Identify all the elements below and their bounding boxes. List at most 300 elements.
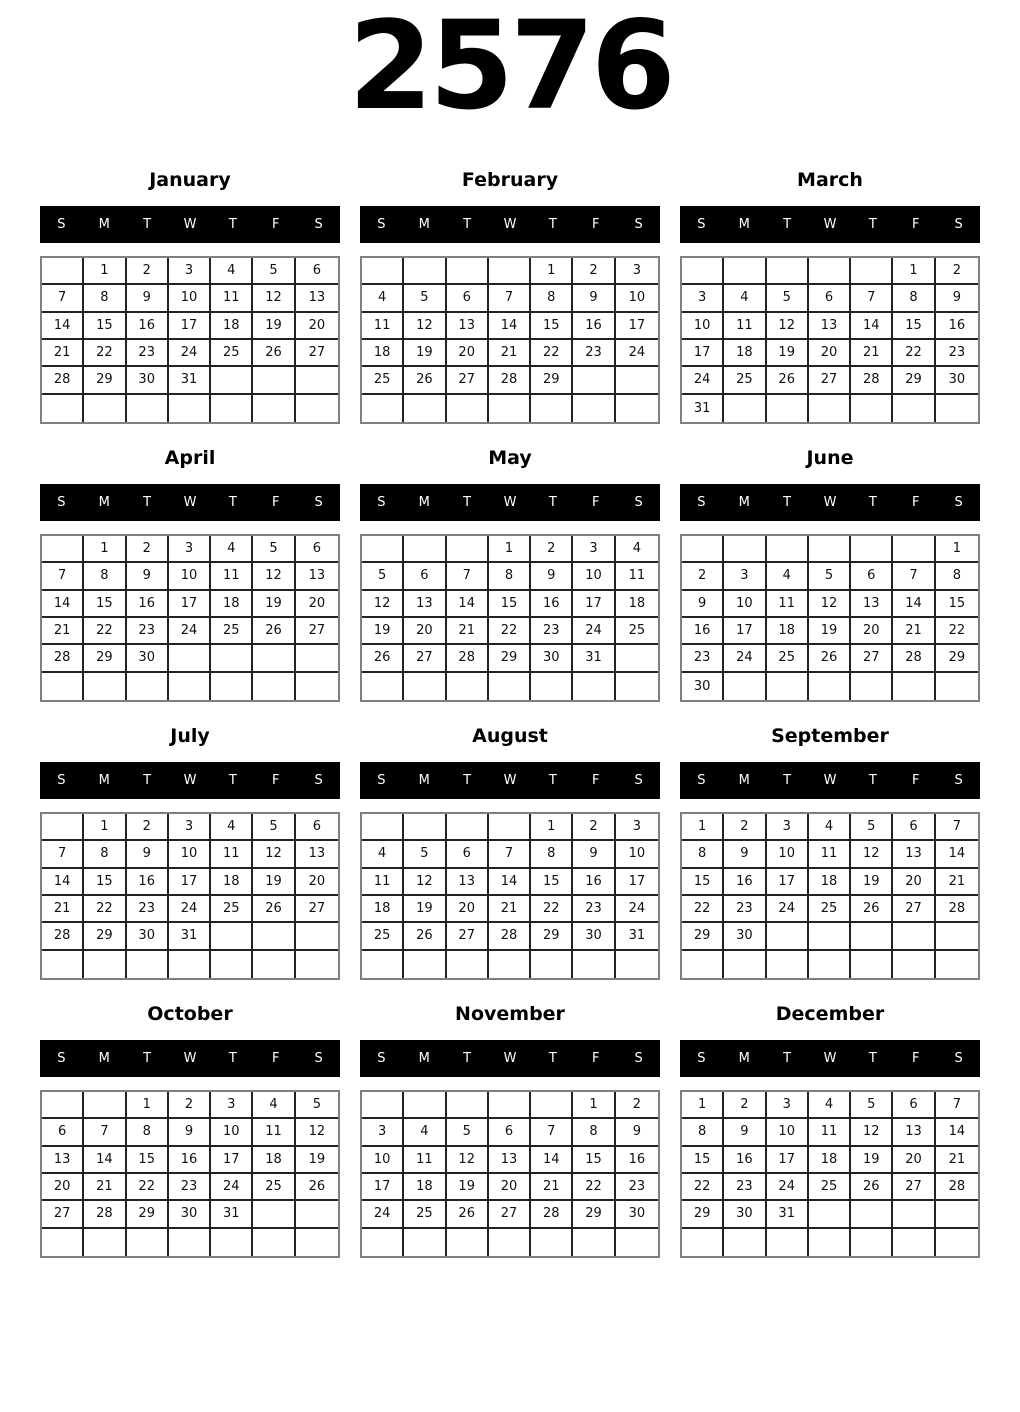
date-cell-september-27: 27 — [893, 896, 935, 923]
date-cell-november-18: 18 — [404, 1174, 446, 1201]
date-cell-empty — [447, 673, 489, 700]
date-cell-april-29: 29 — [84, 645, 126, 672]
date-cell-empty — [893, 395, 935, 422]
date-cell-december-16: 16 — [724, 1147, 766, 1174]
weekday-label: S — [954, 217, 963, 232]
date-cell-august-20: 20 — [447, 896, 489, 923]
date-cell-empty — [936, 673, 978, 700]
weekday-label: S — [314, 217, 323, 232]
date-cell-october-10: 10 — [211, 1119, 253, 1146]
date-cell-july-12: 12 — [253, 841, 295, 868]
date-cell-september-23: 23 — [724, 896, 766, 923]
date-cell-empty — [809, 1229, 851, 1256]
date-cell-march-2: 2 — [936, 258, 978, 285]
date-cell-january-30: 30 — [127, 367, 169, 394]
date-cell-may-14: 14 — [447, 591, 489, 618]
date-cell-march-20: 20 — [809, 340, 851, 367]
date-cell-empty — [362, 536, 404, 563]
date-cell-empty — [42, 673, 84, 700]
date-cell-empty — [489, 258, 531, 285]
date-cell-august-22: 22 — [531, 896, 573, 923]
weekday-label: T — [463, 773, 472, 788]
date-cell-empty — [447, 1229, 489, 1256]
weekday-label: W — [823, 495, 837, 510]
date-grid — [360, 1090, 660, 1258]
date-cell-empty — [851, 1201, 893, 1228]
date-cell-empty — [362, 258, 404, 285]
date-cell-march-27: 27 — [809, 367, 851, 394]
date-cell-july-4: 4 — [211, 814, 253, 841]
weekday-label: W — [503, 217, 517, 232]
date-cell-june-27: 27 — [851, 645, 893, 672]
date-cell-march-30: 30 — [936, 367, 978, 394]
weekday-header-bar — [360, 484, 660, 521]
date-cell-june-10: 10 — [724, 591, 766, 618]
date-cell-september-5: 5 — [851, 814, 893, 841]
date-cell-october-8: 8 — [127, 1119, 169, 1146]
date-cell-empty — [211, 923, 253, 950]
date-cell-empty — [84, 395, 126, 422]
date-cell-august-2: 2 — [573, 814, 615, 841]
date-cell-empty — [211, 673, 253, 700]
weekday-label: S — [634, 1051, 643, 1066]
date-cell-february-24: 24 — [616, 340, 658, 367]
date-cell-empty — [42, 258, 84, 285]
date-cell-september-22: 22 — [682, 896, 724, 923]
date-cell-empty — [767, 951, 809, 978]
date-cell-march-26: 26 — [767, 367, 809, 394]
date-cell-september-28: 28 — [936, 896, 978, 923]
date-cell-november-20: 20 — [489, 1174, 531, 1201]
date-cell-november-13: 13 — [489, 1147, 531, 1174]
weekday-label: T — [228, 1051, 237, 1066]
date-cell-november-22: 22 — [573, 1174, 615, 1201]
date-cell-empty — [893, 1201, 935, 1228]
weekday-label: T — [548, 1051, 557, 1066]
date-cell-september-3: 3 — [767, 814, 809, 841]
date-cell-december-10: 10 — [767, 1119, 809, 1146]
month-june — [680, 433, 980, 711]
date-cell-empty — [84, 951, 126, 978]
date-cell-march-11: 11 — [724, 313, 766, 340]
date-cell-may-26: 26 — [362, 645, 404, 672]
weekday-label: F — [591, 495, 600, 510]
weekday-label: T — [463, 495, 472, 510]
month-july — [40, 711, 340, 989]
date-cell-empty — [84, 673, 126, 700]
date-cell-july-25: 25 — [211, 896, 253, 923]
date-cell-september-29: 29 — [682, 923, 724, 950]
date-cell-may-6: 6 — [404, 563, 446, 590]
date-cell-august-29: 29 — [531, 923, 573, 950]
date-cell-february-1: 1 — [531, 258, 573, 285]
date-cell-empty — [767, 258, 809, 285]
date-cell-august-25: 25 — [362, 923, 404, 950]
date-cell-august-26: 26 — [404, 923, 446, 950]
date-cell-february-3: 3 — [616, 258, 658, 285]
date-cell-june-30: 30 — [682, 673, 724, 700]
date-cell-june-20: 20 — [851, 618, 893, 645]
month-name-label: November — [455, 1003, 565, 1025]
date-cell-september-19: 19 — [851, 869, 893, 896]
date-grid — [40, 1090, 340, 1258]
weekday-label: M — [418, 1051, 430, 1066]
weekday-header-bar — [360, 206, 660, 243]
date-cell-empty — [489, 673, 531, 700]
date-cell-empty — [489, 1229, 531, 1256]
date-cell-august-9: 9 — [573, 841, 615, 868]
date-cell-empty — [253, 673, 295, 700]
weekday-label: S — [954, 773, 963, 788]
weekday-label: F — [911, 773, 920, 788]
date-cell-october-24: 24 — [211, 1174, 253, 1201]
month-april — [40, 433, 340, 711]
date-cell-may-18: 18 — [616, 591, 658, 618]
date-cell-may-30: 30 — [531, 645, 573, 672]
date-cell-empty — [767, 395, 809, 422]
date-cell-may-28: 28 — [447, 645, 489, 672]
date-cell-november-30: 30 — [616, 1201, 658, 1228]
months-grid — [40, 155, 980, 1267]
date-cell-june-16: 16 — [682, 618, 724, 645]
date-cell-january-16: 16 — [127, 313, 169, 340]
date-cell-empty — [404, 951, 446, 978]
weekday-label: S — [57, 1051, 66, 1066]
date-cell-empty — [296, 1229, 338, 1256]
weekday-label: M — [418, 217, 430, 232]
date-cell-empty — [936, 395, 978, 422]
date-cell-june-15: 15 — [936, 591, 978, 618]
date-cell-january-22: 22 — [84, 340, 126, 367]
date-cell-empty — [531, 951, 573, 978]
date-cell-december-3: 3 — [767, 1092, 809, 1119]
date-cell-july-9: 9 — [127, 841, 169, 868]
date-cell-empty — [127, 395, 169, 422]
date-cell-december-17: 17 — [767, 1147, 809, 1174]
weekday-label: S — [634, 217, 643, 232]
date-cell-empty — [531, 1092, 573, 1119]
year-title: 2576 — [348, 0, 672, 137]
date-cell-november-12: 12 — [447, 1147, 489, 1174]
date-cell-february-13: 13 — [447, 313, 489, 340]
date-cell-december-20: 20 — [893, 1147, 935, 1174]
date-cell-october-30: 30 — [169, 1201, 211, 1228]
weekday-label: T — [228, 217, 237, 232]
date-cell-august-7: 7 — [489, 841, 531, 868]
date-cell-july-22: 22 — [84, 896, 126, 923]
weekday-label: S — [314, 495, 323, 510]
date-cell-empty — [893, 1229, 935, 1256]
weekday-label: M — [738, 1051, 750, 1066]
date-cell-august-19: 19 — [404, 896, 446, 923]
date-cell-april-14: 14 — [42, 591, 84, 618]
date-cell-november-6: 6 — [489, 1119, 531, 1146]
date-cell-empty — [296, 951, 338, 978]
month-name-label: January — [149, 169, 231, 191]
date-cell-july-20: 20 — [296, 869, 338, 896]
date-cell-january-12: 12 — [253, 285, 295, 312]
date-cell-september-26: 26 — [851, 896, 893, 923]
date-grid — [680, 534, 980, 702]
date-cell-empty — [447, 814, 489, 841]
date-cell-november-14: 14 — [531, 1147, 573, 1174]
date-cell-empty — [296, 673, 338, 700]
date-cell-february-11: 11 — [362, 313, 404, 340]
date-cell-november-10: 10 — [362, 1147, 404, 1174]
date-cell-january-17: 17 — [169, 313, 211, 340]
date-cell-january-1: 1 — [84, 258, 126, 285]
date-cell-december-30: 30 — [724, 1201, 766, 1228]
month-august — [360, 711, 660, 989]
date-cell-empty — [893, 951, 935, 978]
month-name-label: September — [771, 725, 889, 747]
weekday-label: F — [591, 1051, 600, 1066]
weekday-label: T — [228, 495, 237, 510]
date-cell-march-19: 19 — [767, 340, 809, 367]
month-name-label: April — [164, 447, 216, 469]
date-cell-march-23: 23 — [936, 340, 978, 367]
date-cell-august-11: 11 — [362, 869, 404, 896]
date-cell-january-26: 26 — [253, 340, 295, 367]
date-cell-january-28: 28 — [42, 367, 84, 394]
date-cell-august-14: 14 — [489, 869, 531, 896]
date-cell-july-6: 6 — [296, 814, 338, 841]
date-cell-august-5: 5 — [404, 841, 446, 868]
weekday-label: M — [98, 495, 110, 510]
weekday-header-bar — [40, 206, 340, 243]
date-cell-empty — [362, 951, 404, 978]
date-cell-december-29: 29 — [682, 1201, 724, 1228]
date-cell-june-14: 14 — [893, 591, 935, 618]
date-cell-june-26: 26 — [809, 645, 851, 672]
date-cell-november-2: 2 — [616, 1092, 658, 1119]
date-cell-empty — [851, 395, 893, 422]
weekday-label: T — [143, 217, 152, 232]
date-cell-empty — [616, 951, 658, 978]
date-cell-april-6: 6 — [296, 536, 338, 563]
date-cell-empty — [893, 923, 935, 950]
date-cell-june-28: 28 — [893, 645, 935, 672]
date-cell-october-4: 4 — [253, 1092, 295, 1119]
date-cell-empty — [42, 1092, 84, 1119]
date-cell-november-17: 17 — [362, 1174, 404, 1201]
date-cell-april-30: 30 — [127, 645, 169, 672]
date-cell-empty — [253, 645, 295, 672]
date-cell-june-9: 9 — [682, 591, 724, 618]
date-cell-july-8: 8 — [84, 841, 126, 868]
date-cell-august-1: 1 — [531, 814, 573, 841]
date-cell-january-11: 11 — [211, 285, 253, 312]
date-cell-january-9: 9 — [127, 285, 169, 312]
date-cell-empty — [851, 536, 893, 563]
date-cell-december-15: 15 — [682, 1147, 724, 1174]
date-cell-empty — [724, 951, 766, 978]
date-cell-may-29: 29 — [489, 645, 531, 672]
date-cell-september-9: 9 — [724, 841, 766, 868]
weekday-header-bar — [360, 762, 660, 799]
date-cell-may-3: 3 — [573, 536, 615, 563]
date-cell-december-25: 25 — [809, 1174, 851, 1201]
date-cell-empty — [851, 258, 893, 285]
date-cell-empty — [809, 673, 851, 700]
weekday-label: T — [548, 773, 557, 788]
weekday-header-bar — [40, 484, 340, 521]
weekday-label: S — [954, 495, 963, 510]
date-cell-empty — [253, 1201, 295, 1228]
date-cell-august-16: 16 — [573, 869, 615, 896]
date-cell-april-21: 21 — [42, 618, 84, 645]
weekday-label: M — [418, 773, 430, 788]
date-cell-march-25: 25 — [724, 367, 766, 394]
date-cell-november-3: 3 — [362, 1119, 404, 1146]
date-cell-empty — [362, 1229, 404, 1256]
date-cell-february-17: 17 — [616, 313, 658, 340]
month-name-label: August — [472, 725, 548, 747]
date-cell-april-26: 26 — [253, 618, 295, 645]
date-cell-october-31: 31 — [211, 1201, 253, 1228]
date-cell-december-21: 21 — [936, 1147, 978, 1174]
date-cell-empty — [127, 673, 169, 700]
weekday-label: T — [868, 217, 877, 232]
date-cell-april-19: 19 — [253, 591, 295, 618]
weekday-label: T — [868, 773, 877, 788]
date-cell-june-23: 23 — [682, 645, 724, 672]
date-cell-may-31: 31 — [573, 645, 615, 672]
date-cell-empty — [724, 1229, 766, 1256]
month-name-label: February — [461, 169, 559, 191]
date-grid — [360, 256, 660, 424]
date-cell-december-2: 2 — [724, 1092, 766, 1119]
date-cell-may-25: 25 — [616, 618, 658, 645]
date-cell-may-22: 22 — [489, 618, 531, 645]
weekday-label: F — [591, 773, 600, 788]
date-cell-january-4: 4 — [211, 258, 253, 285]
date-cell-april-3: 3 — [169, 536, 211, 563]
date-cell-july-14: 14 — [42, 869, 84, 896]
date-cell-december-23: 23 — [724, 1174, 766, 1201]
date-cell-february-20: 20 — [447, 340, 489, 367]
date-cell-december-14: 14 — [936, 1119, 978, 1146]
date-cell-march-16: 16 — [936, 313, 978, 340]
date-cell-september-11: 11 — [809, 841, 851, 868]
weekday-label: S — [314, 1051, 323, 1066]
date-cell-october-18: 18 — [253, 1147, 295, 1174]
date-cell-empty — [809, 536, 851, 563]
date-cell-february-2: 2 — [573, 258, 615, 285]
date-cell-empty — [296, 923, 338, 950]
date-cell-may-7: 7 — [447, 563, 489, 590]
date-cell-april-27: 27 — [296, 618, 338, 645]
weekday-header-bar — [680, 1040, 980, 1077]
date-cell-january-18: 18 — [211, 313, 253, 340]
date-cell-june-24: 24 — [724, 645, 766, 672]
weekday-label: T — [143, 1051, 152, 1066]
weekday-label: S — [377, 1051, 386, 1066]
date-cell-november-4: 4 — [404, 1119, 446, 1146]
date-cell-february-23: 23 — [573, 340, 615, 367]
date-cell-june-29: 29 — [936, 645, 978, 672]
date-cell-april-15: 15 — [84, 591, 126, 618]
date-cell-march-9: 9 — [936, 285, 978, 312]
date-cell-august-12: 12 — [404, 869, 446, 896]
date-cell-april-12: 12 — [253, 563, 295, 590]
date-cell-june-1: 1 — [936, 536, 978, 563]
date-cell-february-12: 12 — [404, 313, 446, 340]
month-name-label: May — [488, 447, 532, 469]
date-cell-empty — [809, 951, 851, 978]
date-cell-september-30: 30 — [724, 923, 766, 950]
date-cell-february-21: 21 — [489, 340, 531, 367]
date-cell-july-15: 15 — [84, 869, 126, 896]
date-cell-november-11: 11 — [404, 1147, 446, 1174]
date-cell-may-20: 20 — [404, 618, 446, 645]
date-cell-november-26: 26 — [447, 1201, 489, 1228]
date-cell-january-29: 29 — [84, 367, 126, 394]
date-cell-november-29: 29 — [573, 1201, 615, 1228]
date-cell-empty — [362, 673, 404, 700]
date-cell-empty — [404, 395, 446, 422]
date-cell-march-21: 21 — [851, 340, 893, 367]
date-cell-july-2: 2 — [127, 814, 169, 841]
date-cell-empty — [84, 1229, 126, 1256]
month-name-label: December — [775, 1003, 885, 1025]
weekday-label: W — [183, 217, 197, 232]
date-cell-empty — [531, 673, 573, 700]
date-cell-july-13: 13 — [296, 841, 338, 868]
date-cell-july-17: 17 — [169, 869, 211, 896]
date-cell-november-7: 7 — [531, 1119, 573, 1146]
date-cell-empty — [404, 1092, 446, 1119]
date-cell-empty — [682, 536, 724, 563]
date-cell-empty — [211, 395, 253, 422]
date-cell-empty — [682, 951, 724, 978]
weekday-label: W — [823, 1051, 837, 1066]
date-cell-february-29: 29 — [531, 367, 573, 394]
date-cell-empty — [851, 1229, 893, 1256]
date-cell-september-6: 6 — [893, 814, 935, 841]
date-cell-march-7: 7 — [851, 285, 893, 312]
date-cell-empty — [724, 536, 766, 563]
date-cell-july-18: 18 — [211, 869, 253, 896]
date-cell-december-22: 22 — [682, 1174, 724, 1201]
date-cell-august-28: 28 — [489, 923, 531, 950]
date-cell-empty — [169, 645, 211, 672]
date-cell-december-1: 1 — [682, 1092, 724, 1119]
weekday-label: T — [228, 773, 237, 788]
date-cell-empty — [211, 951, 253, 978]
weekday-label: M — [738, 495, 750, 510]
date-cell-october-6: 6 — [42, 1119, 84, 1146]
date-cell-february-4: 4 — [362, 285, 404, 312]
weekday-label: F — [591, 217, 600, 232]
date-cell-empty — [211, 1229, 253, 1256]
date-cell-november-24: 24 — [362, 1201, 404, 1228]
date-cell-empty — [404, 1229, 446, 1256]
date-cell-july-7: 7 — [42, 841, 84, 868]
weekday-label: S — [377, 217, 386, 232]
date-cell-july-30: 30 — [127, 923, 169, 950]
date-cell-empty — [936, 1201, 978, 1228]
weekday-header-bar — [680, 484, 980, 521]
date-cell-june-25: 25 — [767, 645, 809, 672]
date-cell-july-3: 3 — [169, 814, 211, 841]
weekday-label: T — [783, 495, 792, 510]
date-cell-august-24: 24 — [616, 896, 658, 923]
date-cell-april-10: 10 — [169, 563, 211, 590]
weekday-label: F — [271, 217, 280, 232]
date-cell-empty — [404, 814, 446, 841]
date-grid — [360, 812, 660, 980]
